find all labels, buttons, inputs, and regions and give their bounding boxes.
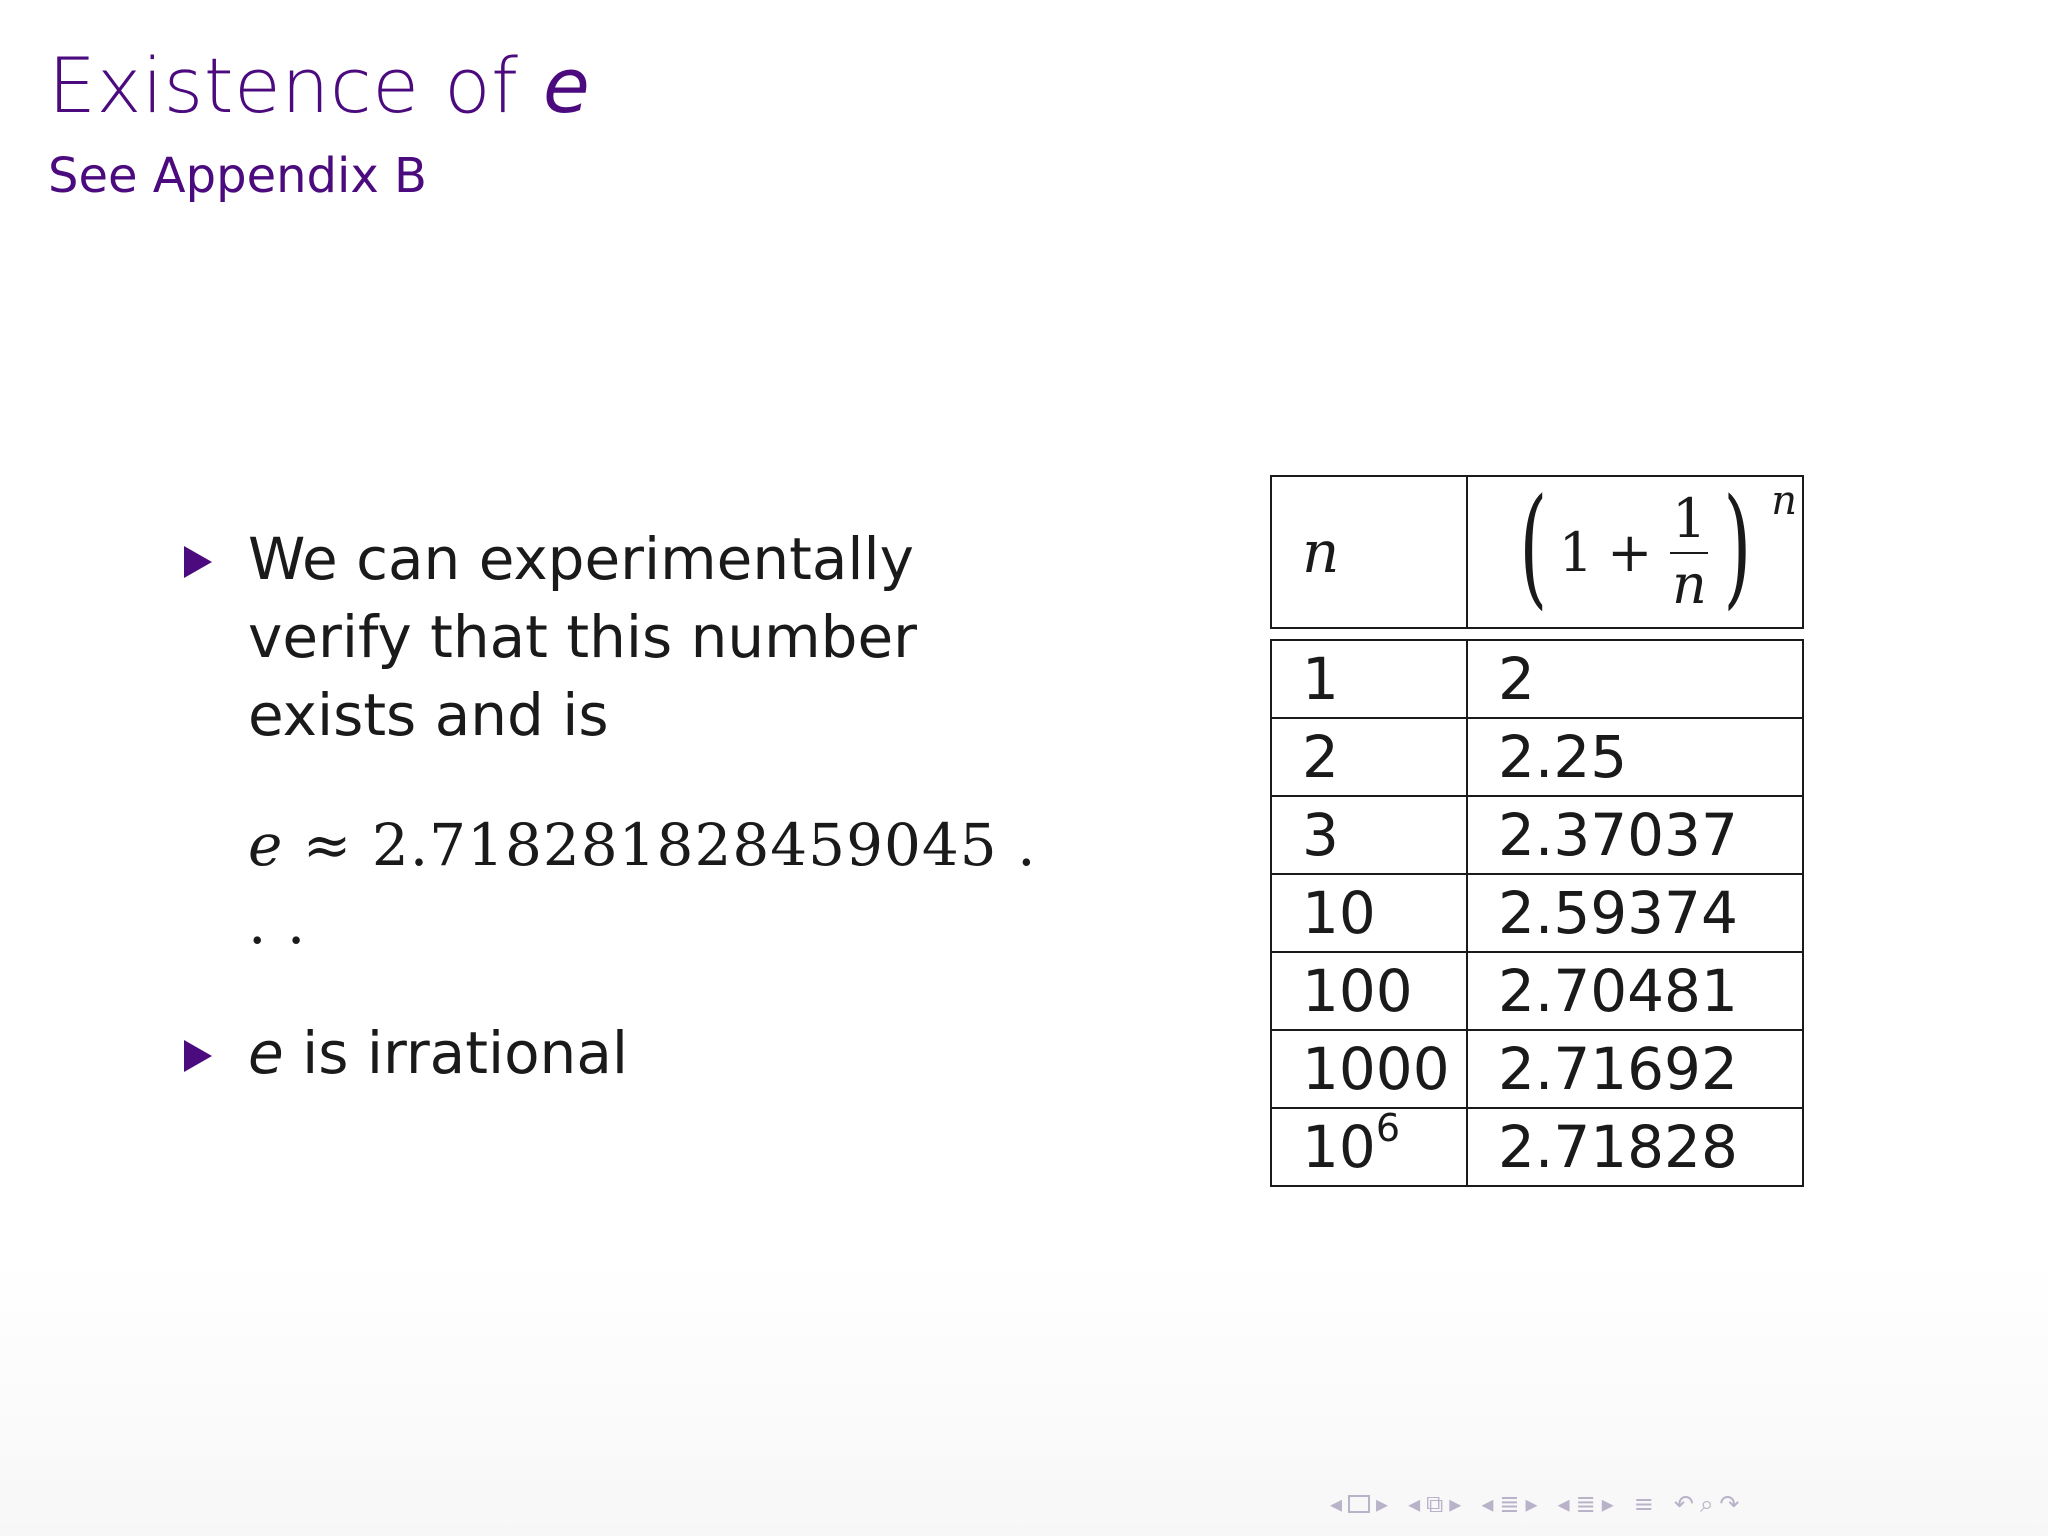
equation-variable: e (248, 811, 284, 879)
cell-n: 2 (1271, 718, 1467, 796)
prev-frame-icon[interactable]: ◂ (1330, 1490, 1343, 1518)
cell-value: 2.71692 (1467, 1030, 1803, 1108)
equation-ellipsis: . . . (248, 811, 1037, 957)
frame-icon[interactable] (1348, 1495, 1370, 1513)
equation-approx-sign: ≈ (283, 811, 372, 879)
formula-plus: + (1607, 520, 1653, 584)
equation-value: 2.718281828459045 (371, 811, 998, 879)
left-paren: ( (1519, 470, 1548, 622)
bullet-list (180, 520, 1060, 1092)
cell-value: 2.70481 (1467, 952, 1803, 1030)
table-row (1271, 952, 1803, 1030)
bullet-text: is irrational (283, 1019, 628, 1087)
convergence-table (1270, 470, 1802, 1187)
fraction-numerator: 1 (1672, 487, 1707, 550)
cell-value: 2.37037 (1467, 796, 1803, 874)
title-prefix: Existence of (48, 41, 544, 130)
cell-n: 3 (1271, 796, 1467, 874)
cell-value: 2.71828 (1467, 1108, 1803, 1186)
bullet-triangle-icon (184, 1040, 212, 1072)
title-variable: e (543, 41, 591, 130)
cell-value: 2.59374 (1467, 874, 1803, 952)
next-subsection-icon[interactable]: ▸ (1601, 1490, 1614, 1518)
formula-one-plus-one-over-n (1508, 470, 1798, 622)
redo-icon[interactable]: ↷ (1719, 1490, 1740, 1518)
bullet-item (180, 520, 1060, 754)
cell-n: 10 (1271, 874, 1467, 952)
slide-icon[interactable]: ⧉ (1426, 1490, 1444, 1518)
cell-value: 2.25 (1467, 718, 1803, 796)
bullet-triangle-icon (184, 546, 212, 578)
toc-icon[interactable]: ≡ (1633, 1490, 1654, 1518)
section-icon[interactable]: ≣ (1499, 1490, 1520, 1518)
bullet-text: We can experimentally verify that this number exists and is (248, 525, 917, 749)
search-icon[interactable]: ⌕ (1699, 1490, 1714, 1518)
bullet-item (180, 1014, 1060, 1092)
cell-n (1271, 1108, 1467, 1186)
power-base: 10 (1302, 1113, 1376, 1181)
fraction-denominator: n (1671, 553, 1707, 616)
subsection-icon[interactable]: ≣ (1575, 1490, 1596, 1518)
slide-subtitle: See Appendix B (48, 148, 427, 204)
header-formula (1467, 470, 1803, 628)
table-row (1271, 718, 1803, 796)
prev-slide-icon[interactable]: ◂ (1408, 1490, 1421, 1518)
table-row (1271, 796, 1803, 874)
table-row (1271, 640, 1803, 718)
formula-fraction (1670, 487, 1708, 616)
table-row (1271, 1030, 1803, 1108)
next-slide-icon[interactable]: ▸ (1449, 1490, 1462, 1518)
cell-value: 2 (1467, 640, 1803, 718)
prev-subsection-icon[interactable]: ◂ (1557, 1490, 1570, 1518)
power-exponent: 6 (1375, 1106, 1400, 1150)
undo-icon[interactable]: ↶ (1673, 1490, 1694, 1518)
formula-exponent: n (1771, 478, 1798, 524)
header-n: n (1271, 476, 1467, 628)
cell-n: 100 (1271, 952, 1467, 1030)
formula-one: 1 (1558, 520, 1594, 584)
beamer-navigation (1330, 1490, 1740, 1518)
bullet-variable: e (248, 1019, 284, 1087)
table-body (1270, 639, 1804, 1187)
right-paren: ) (1723, 470, 1752, 622)
e-approximation (180, 806, 1060, 962)
prev-section-icon[interactable]: ◂ (1481, 1490, 1494, 1518)
table-row (1271, 874, 1803, 952)
cell-n: 1000 (1271, 1030, 1467, 1108)
cell-n: 1 (1271, 640, 1467, 718)
table-row (1271, 1108, 1803, 1186)
slide-title (48, 41, 591, 130)
next-frame-icon[interactable]: ▸ (1376, 1490, 1389, 1518)
table-header (1270, 470, 1804, 629)
next-section-icon[interactable]: ▸ (1525, 1490, 1538, 1518)
